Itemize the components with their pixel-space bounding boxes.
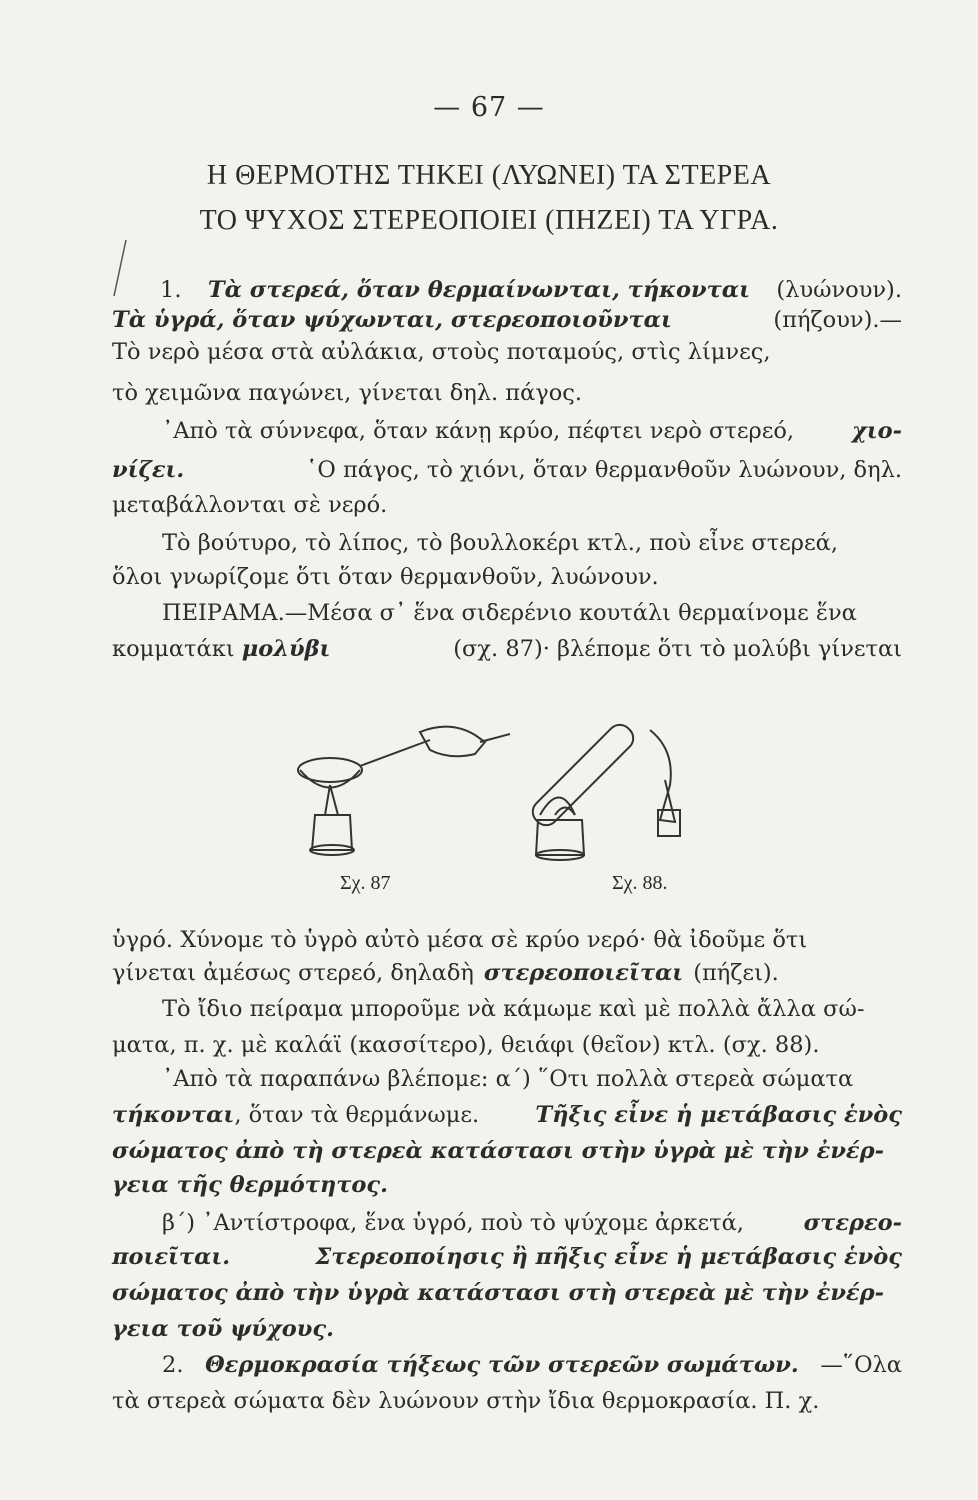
title-line-2: ΤΟ ΨΥΧΟΣ ΣΤΕΡΕΟΠΟΙΕΙ (ΠΗΖΕΙ) ΤΑ ΥΓΡΑ. bbox=[199, 205, 779, 236]
text-line: ματα, π. χ. μὲ καλάϊ (κασσίτερο), θειάφι (θεῖον) κτλ. (σχ. 88). bbox=[112, 1032, 820, 1058]
experiment-illustration bbox=[270, 690, 730, 870]
text-line: Τὸ βούτυρο, τὸ λίπος, τὸ βουλλοκέρι κτλ., ποὺ εἶνε στερεά, bbox=[162, 530, 839, 556]
text-line: ᾿Απὸ τὰ σύννεφα, ὅταν κάνῃ κρύο, πέφτει νερὸ στερεό, χιο- bbox=[162, 418, 902, 444]
text-line: τὰ στερεὰ σώματα δὲν λυώνουν στὴν ἴδια θερμοκρασία. Π. χ. bbox=[112, 1388, 820, 1414]
figure-87-drawing bbox=[298, 727, 510, 855]
title-line-1: Η ΘΕΡΜΟΤΗΣ ΤΗΚΕΙ (ΛΥΩΝΕΙ) ΤΑ ΣΤΕΡΕΑ bbox=[206, 160, 772, 191]
text-line: ΠΕΙΡΑΜΑ.—Μέσα σ᾿ ἕνα σιδερένιο κουτάλι θερμαίνομε ἕνα bbox=[162, 600, 857, 626]
text-line: γεια τοῦ ψύχους. bbox=[112, 1316, 334, 1342]
text-line: Τὸ ἴδιο πείραμα μποροῦμε νὰ κάμωμε καὶ μὲ πολλὰ ἄλλα σώ- bbox=[162, 996, 865, 1022]
text-line: γίνεται ἀμέσως στερεό, δηλαδὴ στερεοποιεῖται (πήζει). bbox=[112, 960, 779, 986]
text-line: ὅλοι γνωρίζομε ὅτι ὅταν θερμανθοῦν, λυώνουν. bbox=[112, 564, 659, 590]
text-line: σώματος ἀπὸ τὴ στερεὰ κατάστασι στὴν ὑγρὰ μὲ τὴν ἐνέρ- bbox=[112, 1138, 884, 1164]
text-line: ᾿Απὸ τὰ παραπάνω βλέπομε: α΄) ῞Οτι πολλὰ στερεὰ σώματα bbox=[162, 1066, 854, 1092]
text-line: ποιεῖται. Στερεοποίησις ἢ πῆξις εἶνε ἡ μετάβασις ἑνὸς bbox=[112, 1244, 902, 1270]
text-line: σώματος ἀπὸ τὴν ὑγρὰ κατάστασι στὴ στερεὰ μὲ τὴν ἐνέρ- bbox=[112, 1280, 884, 1306]
text-line: β΄) ᾿Αντίστροφα, ἕνα ὑγρό, ποὺ τὸ ψύχομε ἀρκετά, στερεο- bbox=[162, 1210, 902, 1236]
page-number: — 67 — bbox=[433, 92, 545, 123]
text-line: γεια τῆς θερμότητος. bbox=[112, 1172, 388, 1198]
text-line: μεταβάλλονται σὲ νερό. bbox=[112, 492, 388, 518]
figure-87-caption: Σχ. 87 bbox=[340, 872, 391, 894]
text-line: τὸ χειμῶνα παγώνει, γίνεται δηλ. πάγος. bbox=[112, 380, 583, 406]
figure-88-caption: Σχ. 88. bbox=[612, 872, 668, 894]
figure-88-drawing bbox=[528, 720, 680, 860]
text-line: τήκονται, ὅταν τὰ θερμάνωμε. Τῆξις εἶνε ἡ μετάβασις ἑνὸς bbox=[112, 1102, 902, 1128]
text-line: 2. Θερμοκρασία τήξεως τῶν στερεῶν σωμάτων. —῞Ολα bbox=[162, 1352, 902, 1378]
text-line: Τὸ νερὸ μέσα στὰ αὐλάκια, στοὺς ποταμούς, στὶς λίμνες, bbox=[112, 339, 771, 365]
text-line: Τὰ ὑγρά, ὅταν ψύχωνται, στερεοποιοῦνται (πήζουν).— bbox=[112, 307, 902, 333]
text-line: νίζει. ῾Ο πάγος, τὸ χιόνι, ὅταν θερμανθοῦν λυώνουν, δηλ. bbox=[112, 457, 902, 483]
text-line: ὑγρό. Χύνομε τὸ ὑγρὸ αὐτὸ μέσα σὲ κρύο νερό· θὰ ἰδοῦμε ὅτι bbox=[112, 927, 808, 953]
text-line: 1. Τὰ στερεά, ὅταν θερμαίνωνται, τήκονται (λυώνουν). bbox=[160, 277, 902, 303]
text-line: κομματάκι μολύβι (σχ. 87)· βλέπομε ὅτι τὸ μολύβι γίνεται bbox=[112, 636, 902, 662]
margin-mark-icon bbox=[108, 238, 128, 298]
